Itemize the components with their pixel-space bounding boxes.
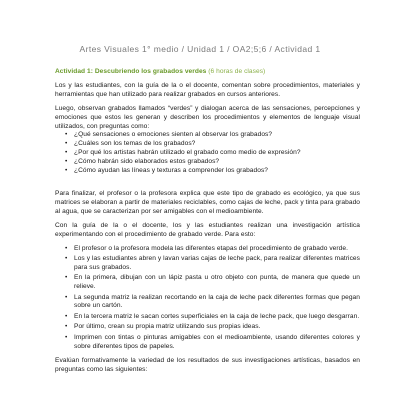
bullet-icon: •: [65, 158, 68, 166]
paragraph-observe: Luego, observan grabados llamados “verdes” y dialogan acerca de las sensaciones, percepciones y emociones que estos les generan y describen los procedimientos y elementos de lenguaje visual utilizados, con preguntas como:: [55, 104, 360, 130]
spacer: [55, 182, 360, 190]
steps-list: [55, 245, 360, 352]
list-item: [65, 334, 360, 352]
question-text: ¿Cómo habrán sido elaborados estos grabados?: [74, 158, 220, 166]
paragraph-ecological: Para finalizar, el profesor o la profesora explica que este tipo de grabado es ecológico, ya que sus matrices se elaboran a partir de materiales reciclables, como cajas de leche, pack y tinta para grabado al agua, que se caracterizan por ser amigables con el medioambiente.: [55, 189, 360, 215]
list-item: [65, 313, 360, 322]
bullet-icon: •: [65, 293, 68, 301]
bullet-icon: •: [65, 274, 68, 282]
paragraph-research: Con la guía de la o el docente, los y las estudiantes realizan una investigación artística experimentando con el procedimiento de grabado verde. Para esto:: [55, 221, 360, 238]
bullet-icon: •: [65, 312, 68, 320]
step-text: En la primera, dibujan con un lápiz pasta u otro objeto con punta, de manera que quede un relieve.: [74, 274, 360, 291]
activity-title: [55, 68, 360, 77]
bullet-icon: •: [65, 131, 68, 139]
list-item: [65, 294, 360, 312]
list-item: [65, 245, 360, 254]
list-item: [65, 149, 360, 158]
list-item: [65, 274, 360, 292]
activity-title-text: Actividad 1: Descubriendo los grabados verdes: [55, 68, 207, 75]
bullet-icon: •: [65, 323, 68, 331]
document-body: [55, 68, 360, 380]
activity-hours: (6 horas de clases): [208, 68, 266, 75]
step-text: En la tercera matriz le sacan cortes superficiales en la caja de leche pack, que luego desgarran.: [74, 312, 360, 320]
list-item: [65, 255, 360, 273]
bullet-icon: •: [65, 254, 68, 262]
question-text: ¿Cómo ayudan las líneas y texturas a comprender los grabados?: [74, 167, 269, 175]
list-item: [65, 140, 360, 149]
question-text: ¿Qué sensaciones o emociones sienten al observar los grabados?: [74, 131, 273, 139]
step-text: El profesor o la profesora modela las diferentes etapas del procedimiento de grabado verde.: [74, 244, 348, 252]
page-header: Artes Visuales 1° medio / Unidad 1 / OA2;5;6 / Actividad 1: [79, 44, 321, 54]
list-item: [65, 167, 360, 176]
paragraph-evaluation: Evalúan formativamente la variedad de los resultados de sus investigaciones artísticas, basados en preguntas como las siguientes:: [55, 357, 360, 374]
bullet-icon: •: [65, 167, 68, 175]
paragraph-intro: Los y las estudiantes, con la guía de la o el docente, comentan sobre procedimientos, materiales y herramientas que han utilizado para realizar grabados en cursos anteriores.: [55, 81, 360, 98]
list-item: [65, 131, 360, 140]
question-text: ¿Por qué los artistas habrán utilizado el grabado como medio de expresión?: [74, 149, 301, 157]
step-text: Por último, crean su propia matriz utilizando sus propias ideas.: [74, 323, 261, 331]
bullet-icon: •: [65, 333, 68, 341]
question-text: ¿Cuáles son los temas de los grabados?: [74, 140, 196, 148]
step-text: La segunda matriz la realizan recortando en la caja de leche pack diferentes formas que pegan sobre un cartón.: [74, 293, 360, 310]
list-item: [65, 323, 360, 332]
step-text: Imprimen con tintas o pinturas amigables con el medioambiente, usando diferentes colores y sobre diferentes tipos de papeles.: [74, 333, 360, 350]
step-text: Los y las estudiantes abren y lavan varias cajas de leche pack, para realizar diferentes matrices para sus grabados.: [74, 254, 360, 271]
questions-list: [55, 131, 360, 176]
bullet-icon: •: [65, 149, 68, 157]
list-item: [65, 158, 360, 167]
bullet-icon: •: [65, 140, 68, 148]
bullet-icon: •: [65, 244, 68, 252]
